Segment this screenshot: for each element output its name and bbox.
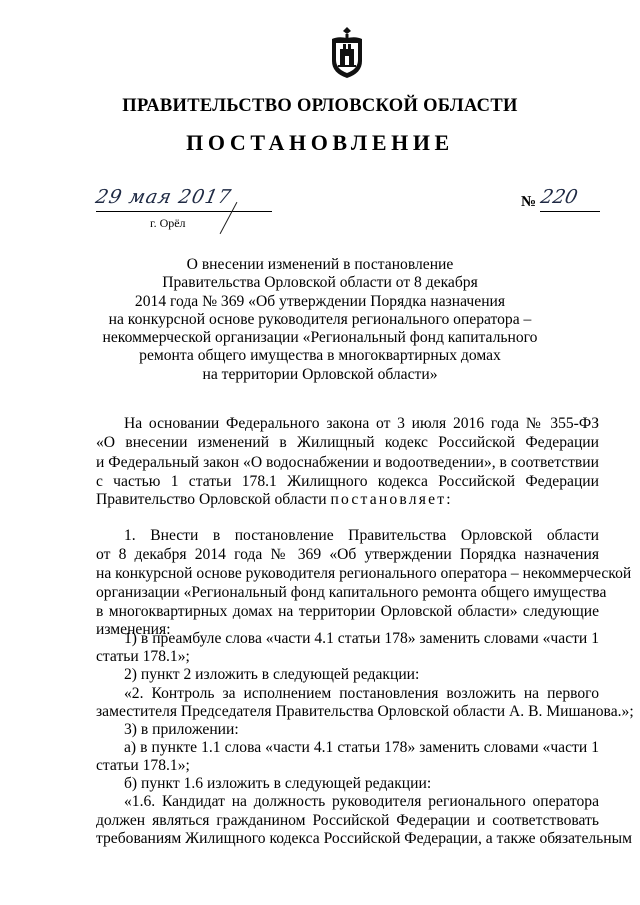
number-underline: [540, 211, 600, 212]
preamble-line: На основании Федерального закона от 3 июля 2016 года № 355-ФЗ: [124, 415, 599, 432]
document-subject: [0, 256, 640, 384]
preamble-line: «О внесении изменений в Жилищный кодекс Российской Федерации: [96, 434, 599, 451]
body-line: в многоквартирных домах на территории Орловской области» следующие: [96, 603, 599, 620]
preamble-line: с частью 1 статьи 178.1 Жилищного кодекса Российской Федерации: [96, 473, 599, 490]
decision-word: постановляет:: [330, 491, 453, 508]
body-line: изменения:: [96, 621, 171, 638]
body-line: требованиям Жилищного кодекса Российской Федерации, а также обязательным: [96, 830, 632, 847]
subject-line: О внесении изменений в постановление: [186, 256, 454, 273]
subject-line: Правительства Орловской области от 8 декабря: [162, 274, 478, 292]
subject-line: на конкурсной основе руководителя регионального оператора –: [108, 310, 532, 328]
body-line: 3) в приложении:: [124, 721, 239, 738]
preamble-prefix: Правительство Орловской области: [96, 491, 331, 508]
body-line: б) пункт 1.6 изложить в следующей редакции:: [124, 775, 432, 792]
date-underline: [96, 211, 272, 212]
body-line: «1.6. Кандидат на должность руководителя регионального оператора: [124, 793, 599, 810]
coat-of-arms-icon: [326, 25, 368, 80]
number-label: №: [521, 194, 537, 210]
body-line: 1. Внести в постановление Правительства Орловской области: [124, 527, 599, 544]
city-label: г. Орёл: [150, 216, 186, 230]
body-line: а) в пункте 1.1 слова «части 4.1 статьи 178» заменить словами «части 1: [124, 739, 599, 756]
subject-line: некоммерческой организации «Региональный фонд капитального: [102, 329, 538, 347]
handwritten-date: 29 мая 2017: [93, 186, 234, 208]
body-line: статьи 178.1»;: [96, 648, 190, 665]
body-line: от 8 декабря 2014 года № 369 «Об утверждении Порядка назначения: [96, 546, 599, 563]
body-line: заместителя Председателя Правительства Орловской области А. В. Мишанова.»;: [96, 703, 634, 720]
handwritten-number: 220: [538, 186, 580, 208]
body-line: организации «Региональный фонд капитального ремонта общего имущества: [96, 584, 607, 601]
preamble-line: и Федеральный закон «О водоснабжении и водоотведении», в соответствии: [96, 454, 599, 471]
body-line: статьи 178.1»;: [96, 757, 190, 774]
government-title: ПРАВИТЕЛЬСТВО ОРЛОВСКОЙ ОБЛАСТИ: [122, 96, 518, 116]
body-line: «2. Контроль за исполнением постановления возложить на первого: [124, 685, 599, 702]
subject-line: ремонта общего имущества в многоквартирных домах: [139, 347, 501, 365]
document-type: ПОСТАНОВЛЕНИЕ: [186, 130, 454, 155]
body-line: 2) пункт 2 изложить в следующей редакции:: [124, 666, 420, 683]
subject-line: 2014 года № 369 «Об утверждении Порядка назначения: [134, 292, 506, 310]
subject-line: на территории Орловской области»: [202, 365, 438, 383]
body-line: должен являться гражданином Российской Федерации и соответствовать: [96, 812, 599, 829]
body-line: 1) в преамбуле слова «части 4.1 статьи 178» заменить словами «части 1: [124, 630, 599, 647]
preamble-line-last: [96, 491, 453, 509]
body-line: на конкурсной основе руководителя регионального оператора – некоммерческой: [96, 565, 632, 582]
